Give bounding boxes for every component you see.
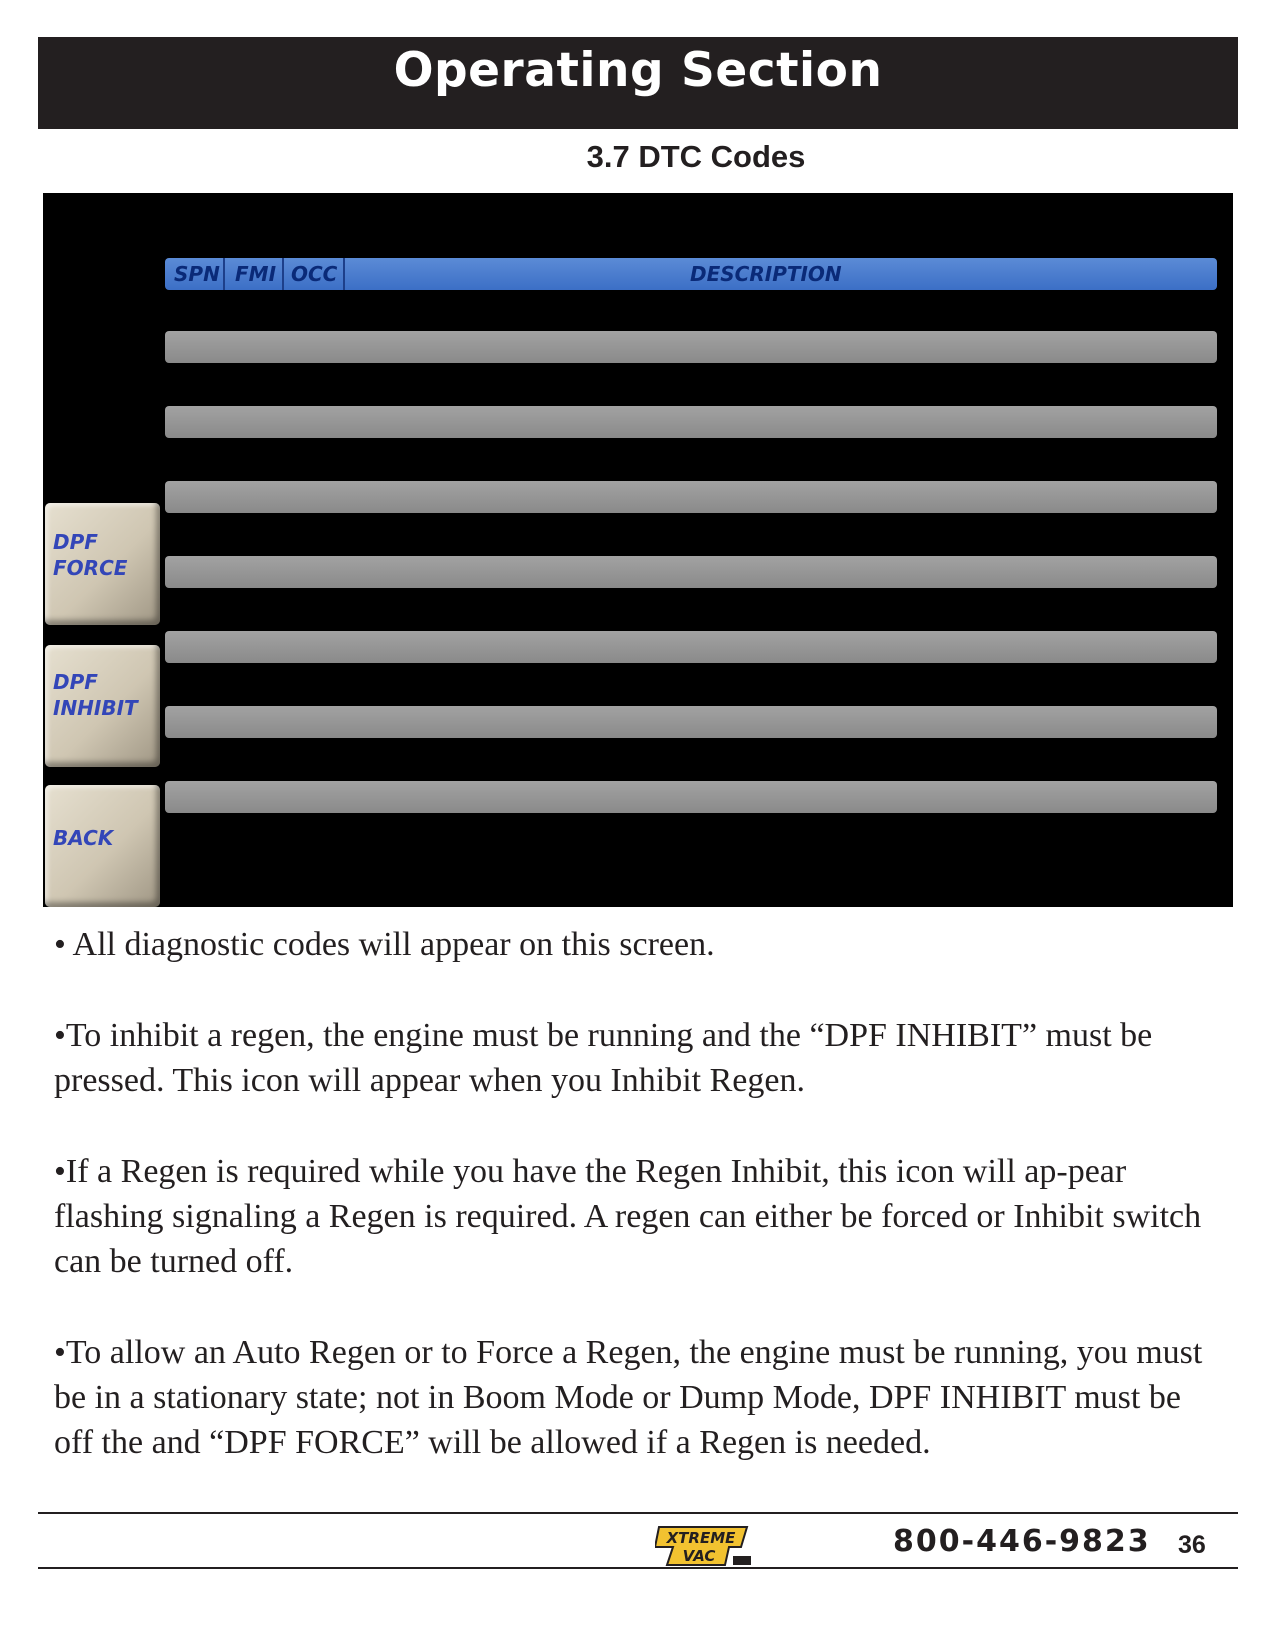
column-spn: SPN xyxy=(174,262,220,286)
instructions xyxy=(54,922,1214,1511)
bullet-item: •If a Regen is required while you have the Regen Inhibit, this icon will ap-pear flashing signaling a Regen is required. A regen can either be forced or Inhibit switch can be turned off. xyxy=(54,1153,1202,1280)
page-number: 36 xyxy=(1178,1531,1206,1559)
dtc-row xyxy=(165,406,1217,438)
dtc-row xyxy=(165,481,1217,513)
column-separator xyxy=(223,258,225,290)
bullet-item: •To allow an Auto Regen or to Force a Regen, the engine must be running, you must be in a stationary state; not in Boom Mode or Dump Mode, DPF INHIBIT must be off the and “DPF FORCE” will be allowed if a Regen is needed. xyxy=(54,1334,1203,1461)
dpf-force-button[interactable] xyxy=(45,503,160,625)
xtreme-vac-logo xyxy=(655,1523,761,1569)
dtc-row xyxy=(165,781,1217,813)
page-title: Operating Section xyxy=(393,43,883,98)
back-button[interactable] xyxy=(45,785,160,907)
section-heading: 3.7 DTC Codes xyxy=(586,139,806,174)
column-fmi: FMI xyxy=(235,262,277,286)
footer-bottom-rule xyxy=(38,1567,1238,1569)
column-separator xyxy=(282,258,284,290)
dpf-inhibit-button[interactable] xyxy=(45,645,160,767)
logo-text: VAC xyxy=(682,1547,716,1565)
button-label: BACK xyxy=(53,826,114,850)
logo-text: XTREME xyxy=(666,1529,736,1547)
button-label: DPF xyxy=(53,530,98,554)
section-header-band xyxy=(38,37,1238,129)
phone-number: 800-446-9823 xyxy=(893,1524,1151,1559)
column-header-bar xyxy=(165,258,1217,290)
dtc-screen xyxy=(43,193,1233,907)
dtc-row xyxy=(165,631,1217,663)
column-description: DESCRIPTION xyxy=(690,262,842,286)
button-label: FORCE xyxy=(53,556,128,580)
dtc-row xyxy=(165,331,1217,363)
bullet-item: • All diagnostic codes will appear on this screen. xyxy=(54,926,715,963)
bullet-item: •To inhibit a regen, the engine must be running and the “DPF INHIBIT” must be pressed. This icon will appear when you Inhibit Regen. xyxy=(54,1017,1153,1099)
footer-top-rule xyxy=(38,1512,1238,1514)
dtc-row xyxy=(165,556,1217,588)
dtc-row xyxy=(165,706,1217,738)
button-label: INHIBIT xyxy=(53,696,138,720)
column-occ: OCC xyxy=(291,262,338,286)
button-label: DPF xyxy=(53,670,98,694)
column-separator xyxy=(343,258,345,290)
